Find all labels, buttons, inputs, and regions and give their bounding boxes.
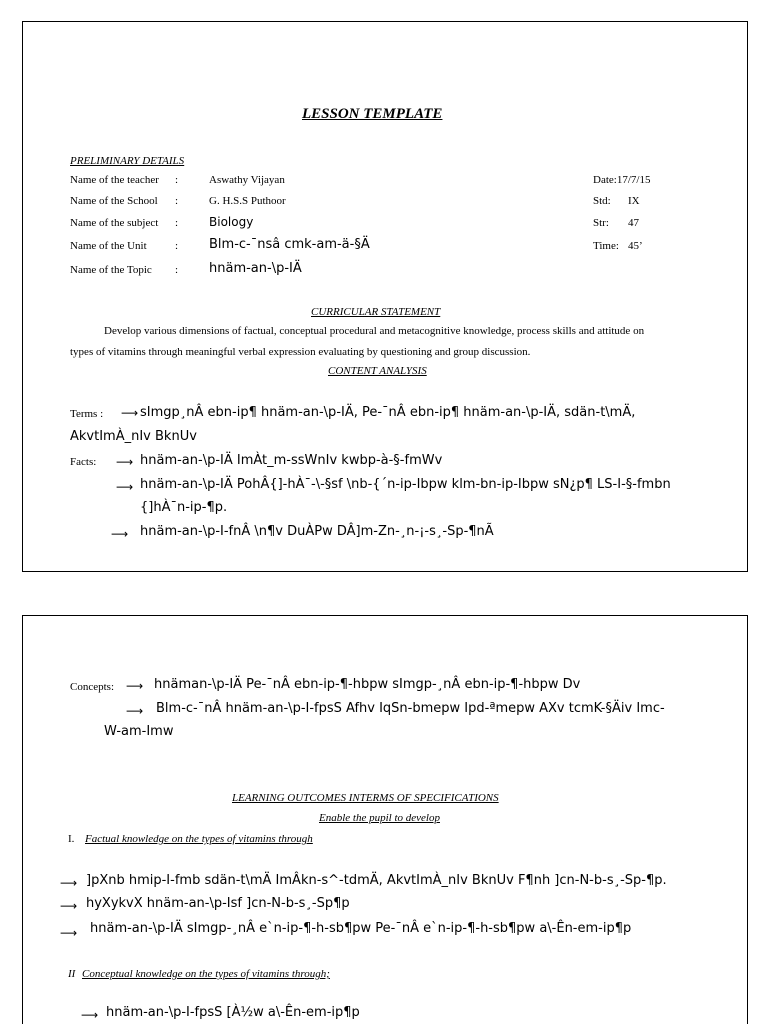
terms-label: Terms : xyxy=(70,408,104,420)
section-1-item-2: hyXykvX hnäm-an-\p-Isf ]cn-N-b-s¸-Sp¶p xyxy=(86,896,350,911)
detail-label-unit: Name of the Unit xyxy=(70,240,147,252)
date-value: 17/7/15 xyxy=(616,174,651,186)
curricular-heading: CURRICULAR STATEMENT xyxy=(311,306,441,318)
page-title: LESSON TEMPLATE xyxy=(302,106,443,122)
detail-value-school: G. H.S.S Puthoor xyxy=(209,195,286,207)
arrow-icon: ⟶ xyxy=(111,527,129,541)
section-1-item-3: hnäm-an-\p-IÄ sImgp-¸nÂ e`n-ip-¶-h-sb¶pw Pe-¯nÂ e`n-ip-¶-h-sb¶pw a\-Ên-em-ip¶p xyxy=(90,921,632,936)
detail-value-unit: Blm-c-¯nsâ cmk-am-ä-§Ä xyxy=(209,237,370,252)
concepts-text-line3: W-am-Imw xyxy=(104,724,174,739)
fact-item-1: hnäm-an-\p-IÄ ImÀt_m-ssWnIv kwbp-à-§-fmWv xyxy=(140,453,443,468)
page-1 xyxy=(22,21,748,572)
detail-value-teacher: Aswathy Vijayan xyxy=(209,174,285,186)
learning-outcomes-heading: LEARNING OUTCOMES INTERMS OF SPECIFICATIONS xyxy=(232,792,499,804)
detail-value-topic: hnäm-an-\p-IÄ xyxy=(209,261,302,276)
section-2-number: II xyxy=(68,968,76,980)
time-value: 45’ xyxy=(628,240,643,252)
section-1-heading: Factual knowledge on the types of vitamins through xyxy=(85,833,313,845)
section-2-item-1: hnäm-an-\p-I-fpsS [À½w a\-Ên-em-ip¶p xyxy=(106,1005,360,1020)
detail-label-teacher: Name of the teacher xyxy=(70,174,159,186)
content-analysis-heading: CONTENT ANALYSIS xyxy=(328,365,427,377)
time-label: Time: xyxy=(593,240,619,252)
detail-colon: : xyxy=(175,240,179,252)
curricular-text-line2: types of vitamins through meaningful verbal expression evaluating by questioning and group discussion. xyxy=(70,346,531,358)
date-label: Date: xyxy=(593,174,617,186)
facts-label: Facts: xyxy=(70,456,97,468)
arrow-icon: ⟶ xyxy=(116,455,134,469)
concepts-label: Concepts: xyxy=(70,681,114,693)
detail-label-topic: Name of the Topic xyxy=(70,264,152,276)
std-label: Std: xyxy=(593,195,611,207)
arrow-icon: ⟶ xyxy=(60,926,78,940)
std-value: IX xyxy=(628,195,640,207)
detail-label-subject: Name of the subject xyxy=(70,217,159,229)
arrow-icon: ⟶ xyxy=(60,876,78,890)
detail-colon: : xyxy=(175,217,179,229)
curricular-text-line1: Develop various dimensions of factual, conceptual procedural and metacognitive knowledge, process skills and attitude on xyxy=(104,325,645,337)
detail-colon: : xyxy=(175,264,179,276)
fact-item-3: hnäm-an-\p-I-fnÂ \n¶v DuÀPw DÂ]m-Zn-¸n-¡-s¸-Sp-¶nÃ xyxy=(140,524,494,539)
terms-text-line2: AkvtImÀ_nIv BknUv xyxy=(70,429,197,444)
date-field xyxy=(593,174,650,186)
section-1-item-1: ]pXnb hmip-I-fmb sdän-t\mÄ ImÂkn-s^-tdmÄ, AkvtImÀ_nIv BknUv F¶nh ]cn-N-b-s¸-Sp-¶p. xyxy=(86,873,667,888)
fact-item-2: hnäm-an-\p-IÄ PohÂ{]-hÀ¯-\-§sf \nb-{´n-ip-Ibpw klm-bn-ip-Ibpw sN¿p¶ LS-I-§-fmbn xyxy=(140,477,671,492)
arrow-icon: ⟶ xyxy=(126,704,144,718)
detail-label-school: Name of the School xyxy=(70,195,158,207)
arrow-icon: ⟶ xyxy=(126,679,144,693)
arrow-icon: ⟶ xyxy=(121,406,139,420)
page-2 xyxy=(22,615,748,1024)
section-2-heading: Conceptual knowledge on the types of vitamins through; xyxy=(82,968,330,980)
arrow-icon: ⟶ xyxy=(116,480,134,494)
detail-colon: : xyxy=(175,195,179,207)
concepts-text-line1: hnäman-\p-IÄ Pe-¯nÂ ebn-ip-¶-hbpw sImgp-¸nÂ ebn-ip-¶-hbpw Dv xyxy=(154,677,581,692)
terms-text-line1: sImgp¸nÂ ebn-ip¶ hnäm-an-\p-IÄ, Pe-¯nÂ ebn-ip¶ hnäm-an-\p-IÄ, sdän-t\mÄ, xyxy=(140,405,636,420)
strength-label: Str: xyxy=(593,217,609,229)
enable-heading: Enable the pupil to develop xyxy=(319,812,440,824)
section-1-number: I. xyxy=(68,833,75,845)
preliminary-heading: PRELIMINARY DETAILS xyxy=(70,155,185,167)
arrow-icon: ⟶ xyxy=(81,1008,99,1022)
concepts-text-line2: Blm-c-¯nÂ hnäm-an-\p-I-fpsS Afhv IqSn-bmepw Ipd-ªmepw AXv tcmK-§Äiv Imc- xyxy=(156,701,665,716)
strength-value: 47 xyxy=(628,217,639,229)
arrow-icon: ⟶ xyxy=(60,899,78,913)
fact-item-2-continued: {]hÀ¯n-ip-¶p. xyxy=(140,500,228,515)
detail-value-subject: Biology xyxy=(209,215,254,229)
detail-colon: : xyxy=(175,174,179,186)
